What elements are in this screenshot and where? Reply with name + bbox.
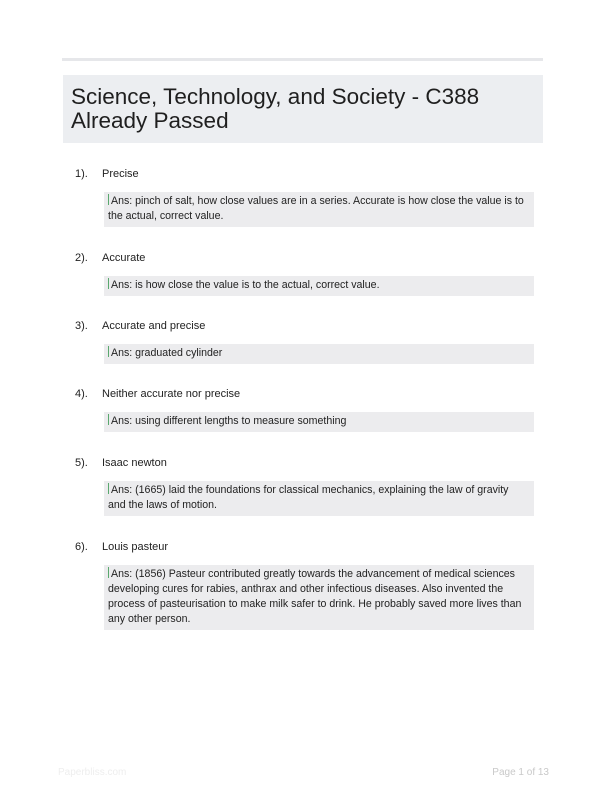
answer-text: Ans: pinch of salt, how close values are in a series. Accurate is how close the value is to the actual, correct value. bbox=[108, 195, 524, 222]
question-text: Accurate bbox=[102, 252, 146, 264]
question-number: 2). bbox=[75, 252, 88, 264]
answer-marker bbox=[108, 483, 109, 494]
page-number: Page 1 of 13 bbox=[492, 767, 549, 778]
question-text: Accurate and precise bbox=[102, 320, 206, 332]
answer-text: Ans: is how close the value is to the actual, correct value. bbox=[111, 279, 380, 291]
answer-marker bbox=[108, 278, 109, 289]
answer-text: Ans: using different lengths to measure something bbox=[111, 415, 347, 427]
question-text: Precise bbox=[102, 168, 139, 180]
question-text: Neither accurate nor precise bbox=[102, 388, 241, 400]
answer-text: Ans: (1856) Pasteur contributed greatly towards the advancement of medical sciences developing cures for rabies, anthrax and other infectious diseases. Also invented the process of pasteurisation to make milk safer to drink. He probably saved more lives than any other person. bbox=[108, 568, 522, 625]
document-title: Science, Technology, and Society - C388 Already Passed bbox=[71, 84, 480, 133]
answer-marker bbox=[108, 194, 109, 205]
question-number: 1). bbox=[75, 168, 88, 180]
answer-box bbox=[104, 344, 534, 364]
question-line bbox=[75, 456, 535, 470]
title-banner bbox=[63, 75, 543, 143]
answer-text: Ans: (1665) laid the foundations for classical mechanics, explaining the law of gravity and the laws of motion. bbox=[108, 484, 509, 511]
question-number: 5). bbox=[75, 457, 88, 469]
question-number: 6). bbox=[75, 541, 88, 553]
qa-item-4 bbox=[75, 387, 535, 432]
question-text: Louis pasteur bbox=[102, 541, 169, 553]
question-line bbox=[75, 387, 535, 401]
answer-box bbox=[104, 276, 534, 296]
question-line bbox=[75, 251, 535, 265]
answer-marker bbox=[108, 414, 109, 425]
question-number: 4). bbox=[75, 388, 88, 400]
question-line bbox=[75, 319, 535, 333]
qa-item-3 bbox=[75, 319, 535, 364]
qa-item-2 bbox=[75, 251, 535, 296]
answer-marker bbox=[108, 567, 109, 578]
footer-watermark: Paperbliss.com bbox=[58, 767, 127, 778]
top-divider bbox=[62, 58, 543, 61]
qa-item-1 bbox=[75, 167, 535, 227]
answer-box bbox=[104, 481, 534, 516]
question-number: 3). bbox=[75, 320, 88, 332]
answer-marker bbox=[108, 346, 109, 357]
question-text: Isaac newton bbox=[102, 457, 167, 469]
answer-text: Ans: graduated cylinder bbox=[111, 347, 223, 359]
question-line bbox=[75, 540, 535, 554]
qa-item-5 bbox=[75, 456, 535, 516]
answer-box bbox=[104, 565, 534, 630]
answer-box bbox=[104, 192, 534, 227]
question-line bbox=[75, 167, 535, 181]
answer-box bbox=[104, 412, 534, 432]
qa-item-6 bbox=[75, 540, 535, 630]
